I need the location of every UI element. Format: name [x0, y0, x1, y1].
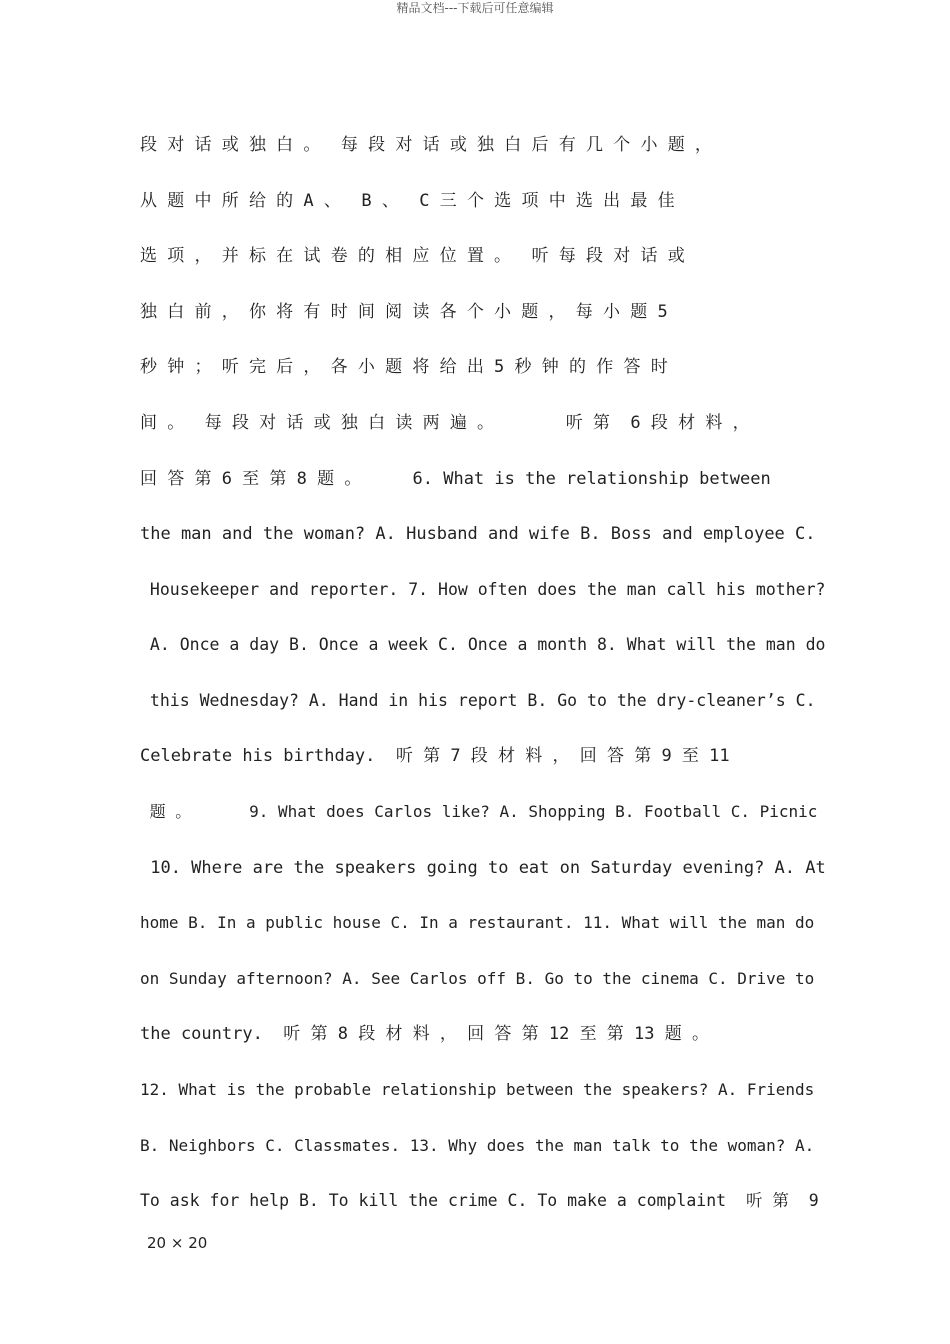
text-line: 秒 钟 ； 听 完 后 ， 各 小 题 将 给 出 5 秒 钟 的 作 答 时: [140, 357, 668, 377]
text-line: 题 。 9. What does Carlos like? A. Shopping B. Football C. Picnic: [140, 802, 818, 821]
text-line: 从 题 中 所 给 的 A 、 B 、 C 三 个 选 项 中 选 出 最 佳: [140, 191, 675, 211]
text-line: home B. In a public house C. In a restaurant. 11. What will the man do: [140, 913, 815, 932]
text-line: 间 。 每 段 对 话 或 独 白 读 两 遍 。 听 第 6 段 材 料 ，: [140, 413, 750, 433]
text-line: this Wednesday? A. Hand in his report B. Go to the dry-cleaner’s C.: [140, 691, 816, 710]
text-line: 12. What is the probable relationship between the speakers? A. Friends: [140, 1080, 815, 1099]
text-line: 独 白 前 ， 你 将 有 时 间 阅 读 各 个 小 题 ， 每 小 题 5: [140, 302, 668, 322]
text-line: 段 对 话 或 独 白 。 每 段 对 话 或 独 白 后 有 几 个 小 题 ，: [140, 135, 712, 155]
text-line: on Sunday afternoon? A. See Carlos off B. Go to the cinema C. Drive to: [140, 969, 815, 988]
size-note: 20 × 20: [147, 1234, 208, 1252]
text-line: Celebrate his birthday. 听 第 7 段 材 料 ， 回 答 第 9 至 11: [140, 746, 730, 766]
text-line: 回 答 第 6 至 第 8 题 。 6. What is the relationship between: [140, 469, 771, 489]
text-line: 选 项 ， 并 标 在 试 卷 的 相 应 位 置 。 听 每 段 对 话 或: [140, 246, 685, 266]
text-line: A. Once a day B. Once a week C. Once a month 8. What will the man do: [140, 635, 826, 654]
text-line: the country. 听 第 8 段 材 料 ， 回 答 第 12 至 第 13 题 。: [140, 1024, 709, 1044]
text-line: To ask for help B. To kill the crime C. To make a complaint 听 第 9: [140, 1191, 819, 1210]
text-line: 10. Where are the speakers going to eat on Saturday evening? A. At: [140, 858, 826, 878]
text-line: the man and the woman? A. Husband and wife B. Boss and employee C.: [140, 524, 816, 544]
text-line: Housekeeper and reporter. 7. How often does the man call his mother?: [140, 580, 826, 599]
text-line: B. Neighbors C. Classmates. 13. Why does the man talk to the woman? A.: [140, 1136, 815, 1155]
page-header: 精品文档---下载后可任意编辑: [396, 1, 554, 15]
